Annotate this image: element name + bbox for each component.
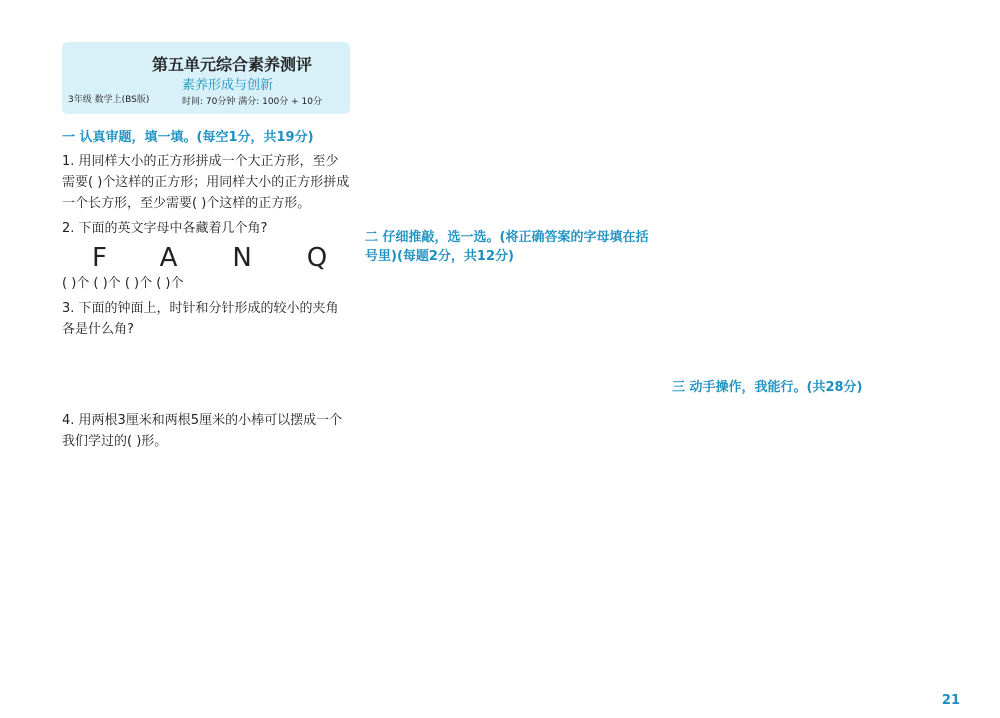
q3: 3. 下面的钟面上，时针和分针形成的较小的夹角各是什么角? [62, 301, 339, 337]
section-1: 一 认真审题，填一填。(每空1分，共19分) [62, 130, 314, 145]
page-number: 21 [941, 693, 960, 708]
q2: 2. 下面的英文字母中各藏着几个角? [62, 221, 268, 236]
header-banner [62, 42, 350, 114]
q1: 1. 用同样大小的正方形拼成一个大正方形，至少需要( )个这样的正方形；用同样大小的正方形拼成一个长方形，至少需要( )个这样的正方形。 [62, 154, 350, 211]
letters: FANQ [92, 243, 383, 273]
subtitle: 素养形成与创新 [182, 78, 274, 93]
letter-blanks: ( )个 ( )个 ( )个 ( )个 [62, 276, 184, 291]
grade: 3年级 数学上(BS版) [68, 95, 150, 105]
q4: 4. 用两根3厘米和两根5厘米的小棒可以摆成一个我们学过的( )形。 [62, 413, 343, 449]
section-2: 二 仔细推敲，选一选。(将正确答案的字母填在括号里)(每题2分，共12分) [365, 230, 649, 264]
meta: 时间: 70分钟 满分: 100分 + 10分 [182, 97, 322, 107]
page-title: 第五单元综合素养测评 [152, 55, 313, 74]
section-3: 三 动手操作，我能行。(共28分) [672, 380, 863, 395]
